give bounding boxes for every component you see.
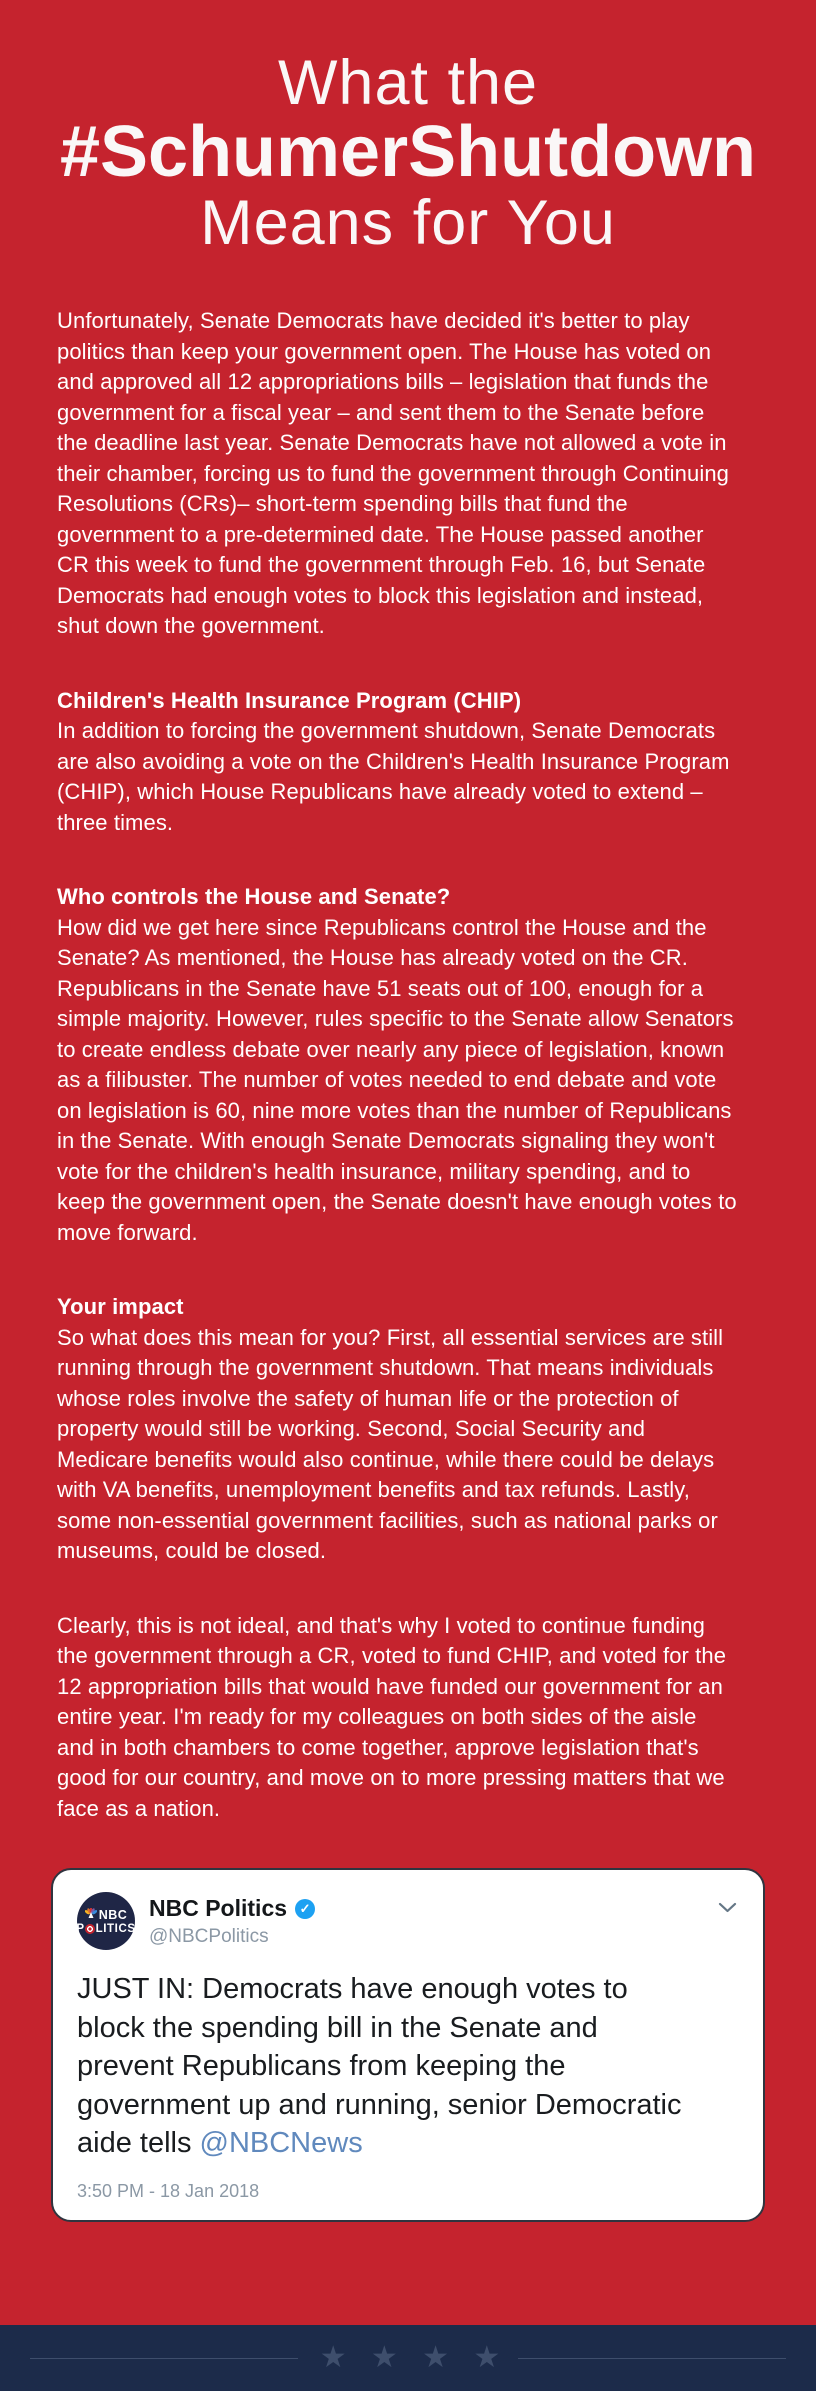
- section-chip-paragraph: In addition to forcing the government shutdown, Senate Democrats are also avoiding a vote on the Children's Health Insurance Program (CHIP), which House Republicans have already voted to extend – three times.: [57, 718, 730, 835]
- section-chip: [57, 686, 759, 839]
- title-line-1: What the: [277, 48, 539, 118]
- avatar-text-politics-pre: P: [76, 1922, 85, 1935]
- tweet-author-handle[interactable]: @NBCPolitics: [149, 1926, 269, 1947]
- section-closing: [57, 1611, 759, 1825]
- title-line-3: Means for You: [200, 188, 616, 258]
- politics-o-icon: [85, 1924, 95, 1934]
- tweet-timestamp[interactable]: 3:50 PM - 18 Jan 2018: [77, 2180, 260, 2201]
- section-your-impact-heading: Your impact: [57, 1294, 184, 1319]
- avatar-text-politics-post: LITICS: [95, 1922, 136, 1935]
- tweet-author-name: NBC Politics: [149, 1895, 288, 1921]
- nbc-peacock-icon: [85, 1908, 97, 1922]
- section-who-controls: [57, 882, 759, 1248]
- section-your-impact-paragraph: So what does this mean for you? First, all essential services are still running through the government shutdown. That means individuals whose roles involve the safety of human life or the protection of property would still be working. Second, Social Security and Medicare benefits would also continue, while there could be delays with VA benefits, unemployment benefits and tax refunds. Lastly, some non-essential government facilities, such as national parks or museums, could be closed.: [57, 1324, 724, 1563]
- section-who-controls-paragraph: How did we get here since Republicans control the House and the Senate? As mentioned, the House has already voted on the CR. Republicans in the Senate have 51 seats out of 100, enough for a simple majority. However, rules specific to the Senate allow Senators to create endless debate over nearly any piece of legislation, known as a filibuster. The number of votes needed to end debate and vote on legislation is 60, nine more votes than the number of Republicans in the Senate. With enough Senate Democrats signaling they won't vote for the children's health insurance, military spending, and to keep the government open, the Senate doesn't have enough votes to move forward.: [57, 914, 737, 1245]
- section-chip-heading: Children's Health Insurance Program (CHIP): [57, 687, 522, 713]
- avatar-text-nbc: NBC: [98, 1907, 128, 1922]
- tweet-text-body: JUST IN: Democrats have enough votes to block the spending bill in the Senate and prevent Republicans from keeping the government up and running, senior Democratic aide tells: [77, 1973, 682, 2159]
- verified-badge-icon: ✓: [295, 1899, 315, 1919]
- intro-paragraph: Unfortunately, Senate Democrats have decided it's better to play politics than keep your government open. The House has voted on and approved all 12 appropriations bills – legislation that funds the government for a fiscal year – and sent them to the Senate before the deadline last year. Senate Democrats have not allowed a vote in their chamber, forcing us to fund the government through Continuing Resolutions (CRs)– short-term spending bills that fund the government to a pre-determined date. The House passed another CR this week to fund the government through Feb. 16, but Senate Democrats had enough votes to block this legislation and instead, shut down the government.: [57, 308, 729, 638]
- spacer: [0, 2222, 816, 2326]
- footer-band: [0, 2325, 816, 2391]
- section-closing-paragraph: Clearly, this is not ideal, and that's why I voted to continue funding the government through a CR, voted to fund CHIP, and voted for the 12 appropriation bills that would have funded our government for an entire year. I'm ready for my colleagues on both sides of the aisle and in both chambers to come together, approve legislation that's good for our country, and move on to more pressing matters that we face as a nation.: [57, 1612, 727, 1821]
- tweet-header: [77, 1892, 739, 1950]
- avatar[interactable]: [77, 1892, 135, 1950]
- footer-rule-left: [30, 2358, 298, 2359]
- section-your-impact: [57, 1292, 759, 1567]
- tweet-text: [77, 1970, 699, 2163]
- tweet-card[interactable]: [51, 1868, 765, 2222]
- chevron-down-icon[interactable]: [716, 1892, 739, 1926]
- footer-rule-right: [518, 2358, 786, 2359]
- tweet-mention-link[interactable]: @NBCNews: [199, 2127, 363, 2159]
- section-who-controls-heading: Who controls the House and Senate?: [57, 884, 451, 909]
- article-body: [0, 258, 816, 1824]
- title-hashtag: #SchumerShutdown: [59, 112, 757, 192]
- page-title: [0, 0, 816, 258]
- footer-stars: ★ ★ ★ ★: [319, 2341, 509, 2374]
- tweet-author-link[interactable]: [149, 1895, 315, 1922]
- tweet-author: [149, 1892, 315, 1948]
